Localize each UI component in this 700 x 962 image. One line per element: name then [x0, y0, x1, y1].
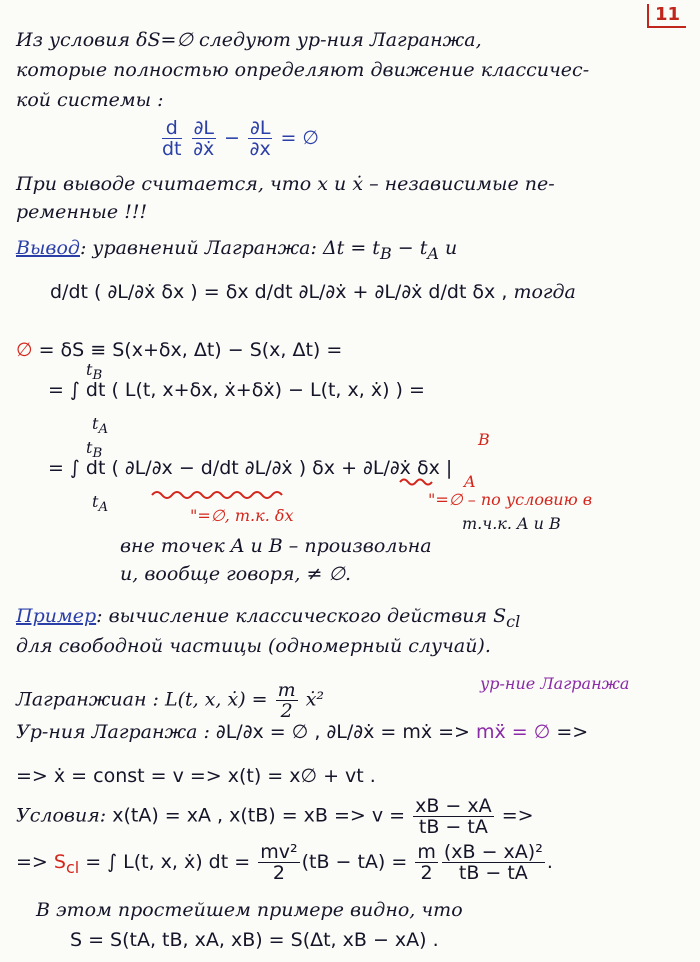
integral-body-1: = ∫ dt ( L(t, x+δx, ẋ+δẋ) − L(t, x, ẋ) ) =: [48, 379, 425, 401]
dl-dxdot-fraction: $\frac{\partial L}{\text{∂ẋ}}$: [193, 117, 215, 160]
implies-arrow-3: =>: [16, 851, 48, 873]
red-wavy-underline-small: [398, 476, 434, 488]
product-rule-equation: [50, 280, 576, 304]
note-fixed-points: т.ч.к. A и B: [462, 514, 561, 533]
and-word: и: [438, 237, 458, 259]
text-line-2: которые полностью определяют движение классичес-: [16, 59, 590, 81]
d-dt-fraction: $\frac{d}{dt}$: [162, 117, 182, 160]
note-zero-since: "=∅, т.к. δx: [190, 506, 294, 525]
derivation-label: Вывод: [16, 237, 80, 259]
text-line-7: и, вообще говоря, ≠ ∅.: [120, 563, 352, 585]
boundary-a: A: [464, 472, 476, 491]
conditions-line: [16, 796, 534, 837]
final-fraction: $\frac{\text{(xB − xA)²}}{tB - tA}$: [443, 841, 543, 884]
lagrange-eq-label: Ур-ния Лагранжа :: [16, 721, 210, 743]
integral-equation-2: [48, 456, 452, 480]
minus-t: − t: [391, 237, 428, 259]
example-label: Пример: [16, 605, 97, 627]
upper-limit-2: $t_B$: [86, 438, 103, 462]
minus-sign: −: [224, 127, 240, 149]
text-line-10: В этом простейшем примере видно, что: [36, 899, 463, 921]
red-wavy-underline: [150, 488, 290, 502]
implies-arrow: =>: [556, 721, 589, 743]
product-rule-body: d/dt ( ∂L/∂ẋ δx ) = δx d/dt ∂L/∂ẋ + ∂L/∂ẋ d/dt δx ,: [50, 281, 508, 303]
action-sub: cl: [65, 857, 80, 877]
text-line-6: вне точек A и B – произвольна: [120, 535, 432, 557]
lagrange-eq-note: ур-ние Лагранжа: [480, 674, 630, 693]
example-text: : вычисление классического действия S: [96, 605, 507, 627]
lagrange-eq-body: ∂L/∂x = ∅ , ∂L/∂ẋ = mẋ =>: [215, 721, 470, 743]
conditions-body: x(tA) = xA , x(tB) = xB => v =: [112, 804, 412, 827]
text-line-11: S = S(tA, tB, xA, xB) = S(Δt, xB − xA) .: [70, 929, 439, 951]
red-zero: ∅: [16, 339, 33, 361]
action-integral: = ∫ L(t, x, ẋ) dt =: [79, 851, 257, 873]
text-line-4: При выводе считается, что x и ẋ – независимые пе-: [16, 173, 555, 195]
variation-equation: [16, 338, 342, 362]
then-word: тогда: [513, 281, 576, 303]
lower-limit-2: $t_A$: [92, 492, 109, 516]
note-zero-boundary: "=∅ – по условию в: [428, 490, 593, 509]
lagrangian-line: [16, 680, 324, 721]
sub-b: B: [379, 243, 392, 263]
integral-equation-1: [48, 378, 425, 402]
euler-lagrange-equation: [160, 118, 319, 159]
mv2-over-2: $\frac{\text{mv²}}{2}$: [260, 841, 298, 884]
equals-zero: = ∅: [280, 127, 319, 149]
text-line-3: кой системы :: [16, 89, 164, 111]
action-symbol: S: [53, 851, 66, 873]
m-over-2: $\frac{m}{2}$: [277, 679, 296, 722]
boundary-b: B: [478, 430, 490, 449]
solution-line: => ẋ = const = v => x(t) = x∅ + vt .: [16, 765, 376, 787]
sub-cl: cl: [506, 611, 521, 631]
m-over-2-b: $\frac{m}{2}$: [417, 841, 436, 884]
integral-body-2: = ∫ dt ( ∂L/∂x − d/dt ∂L/∂ẋ ) δx + ∂L/∂ẋ δx |: [48, 457, 453, 479]
action-line: [16, 842, 553, 883]
conditions-label: Условия:: [16, 804, 107, 827]
lagrangian-label: Лагранжиан : L(t, x, ẋ) =: [16, 688, 274, 711]
period: .: [546, 851, 553, 873]
text-line-1: Из условия δS=∅ следуют ур-ния Лагранжа,: [16, 29, 482, 51]
text-line-5: ременные !!!: [16, 201, 148, 223]
velocity-fraction: $\frac{xB - xA}{tB - tA}$: [415, 795, 492, 838]
lagrange-equations-line: [16, 720, 588, 744]
upper-limit-1: $t_B$: [86, 360, 103, 384]
sub-a: A: [427, 243, 439, 263]
xdot-squared: ẋ²: [299, 688, 325, 711]
page-number: 11: [647, 4, 686, 28]
newton-equation: mẍ = ∅: [476, 721, 551, 743]
lower-limit-1: $t_A$: [92, 414, 109, 438]
time-interval: (tB − tA) =: [301, 851, 414, 873]
example-heading: [16, 604, 520, 634]
derivation-heading: [16, 236, 457, 266]
dl-dx-fraction: $\frac{\partial L}{\partial x}$: [249, 117, 271, 160]
implies-arrow-2: =>: [501, 804, 534, 827]
variation-body: = δS ≡ S(x+δx, Δt) − S(x, Δt) =: [32, 339, 343, 361]
derivation-text: : уравнений Лагранжа: Δt = t: [79, 237, 380, 259]
text-line-8: для свободной частицы (одномерный случай).: [16, 635, 491, 657]
